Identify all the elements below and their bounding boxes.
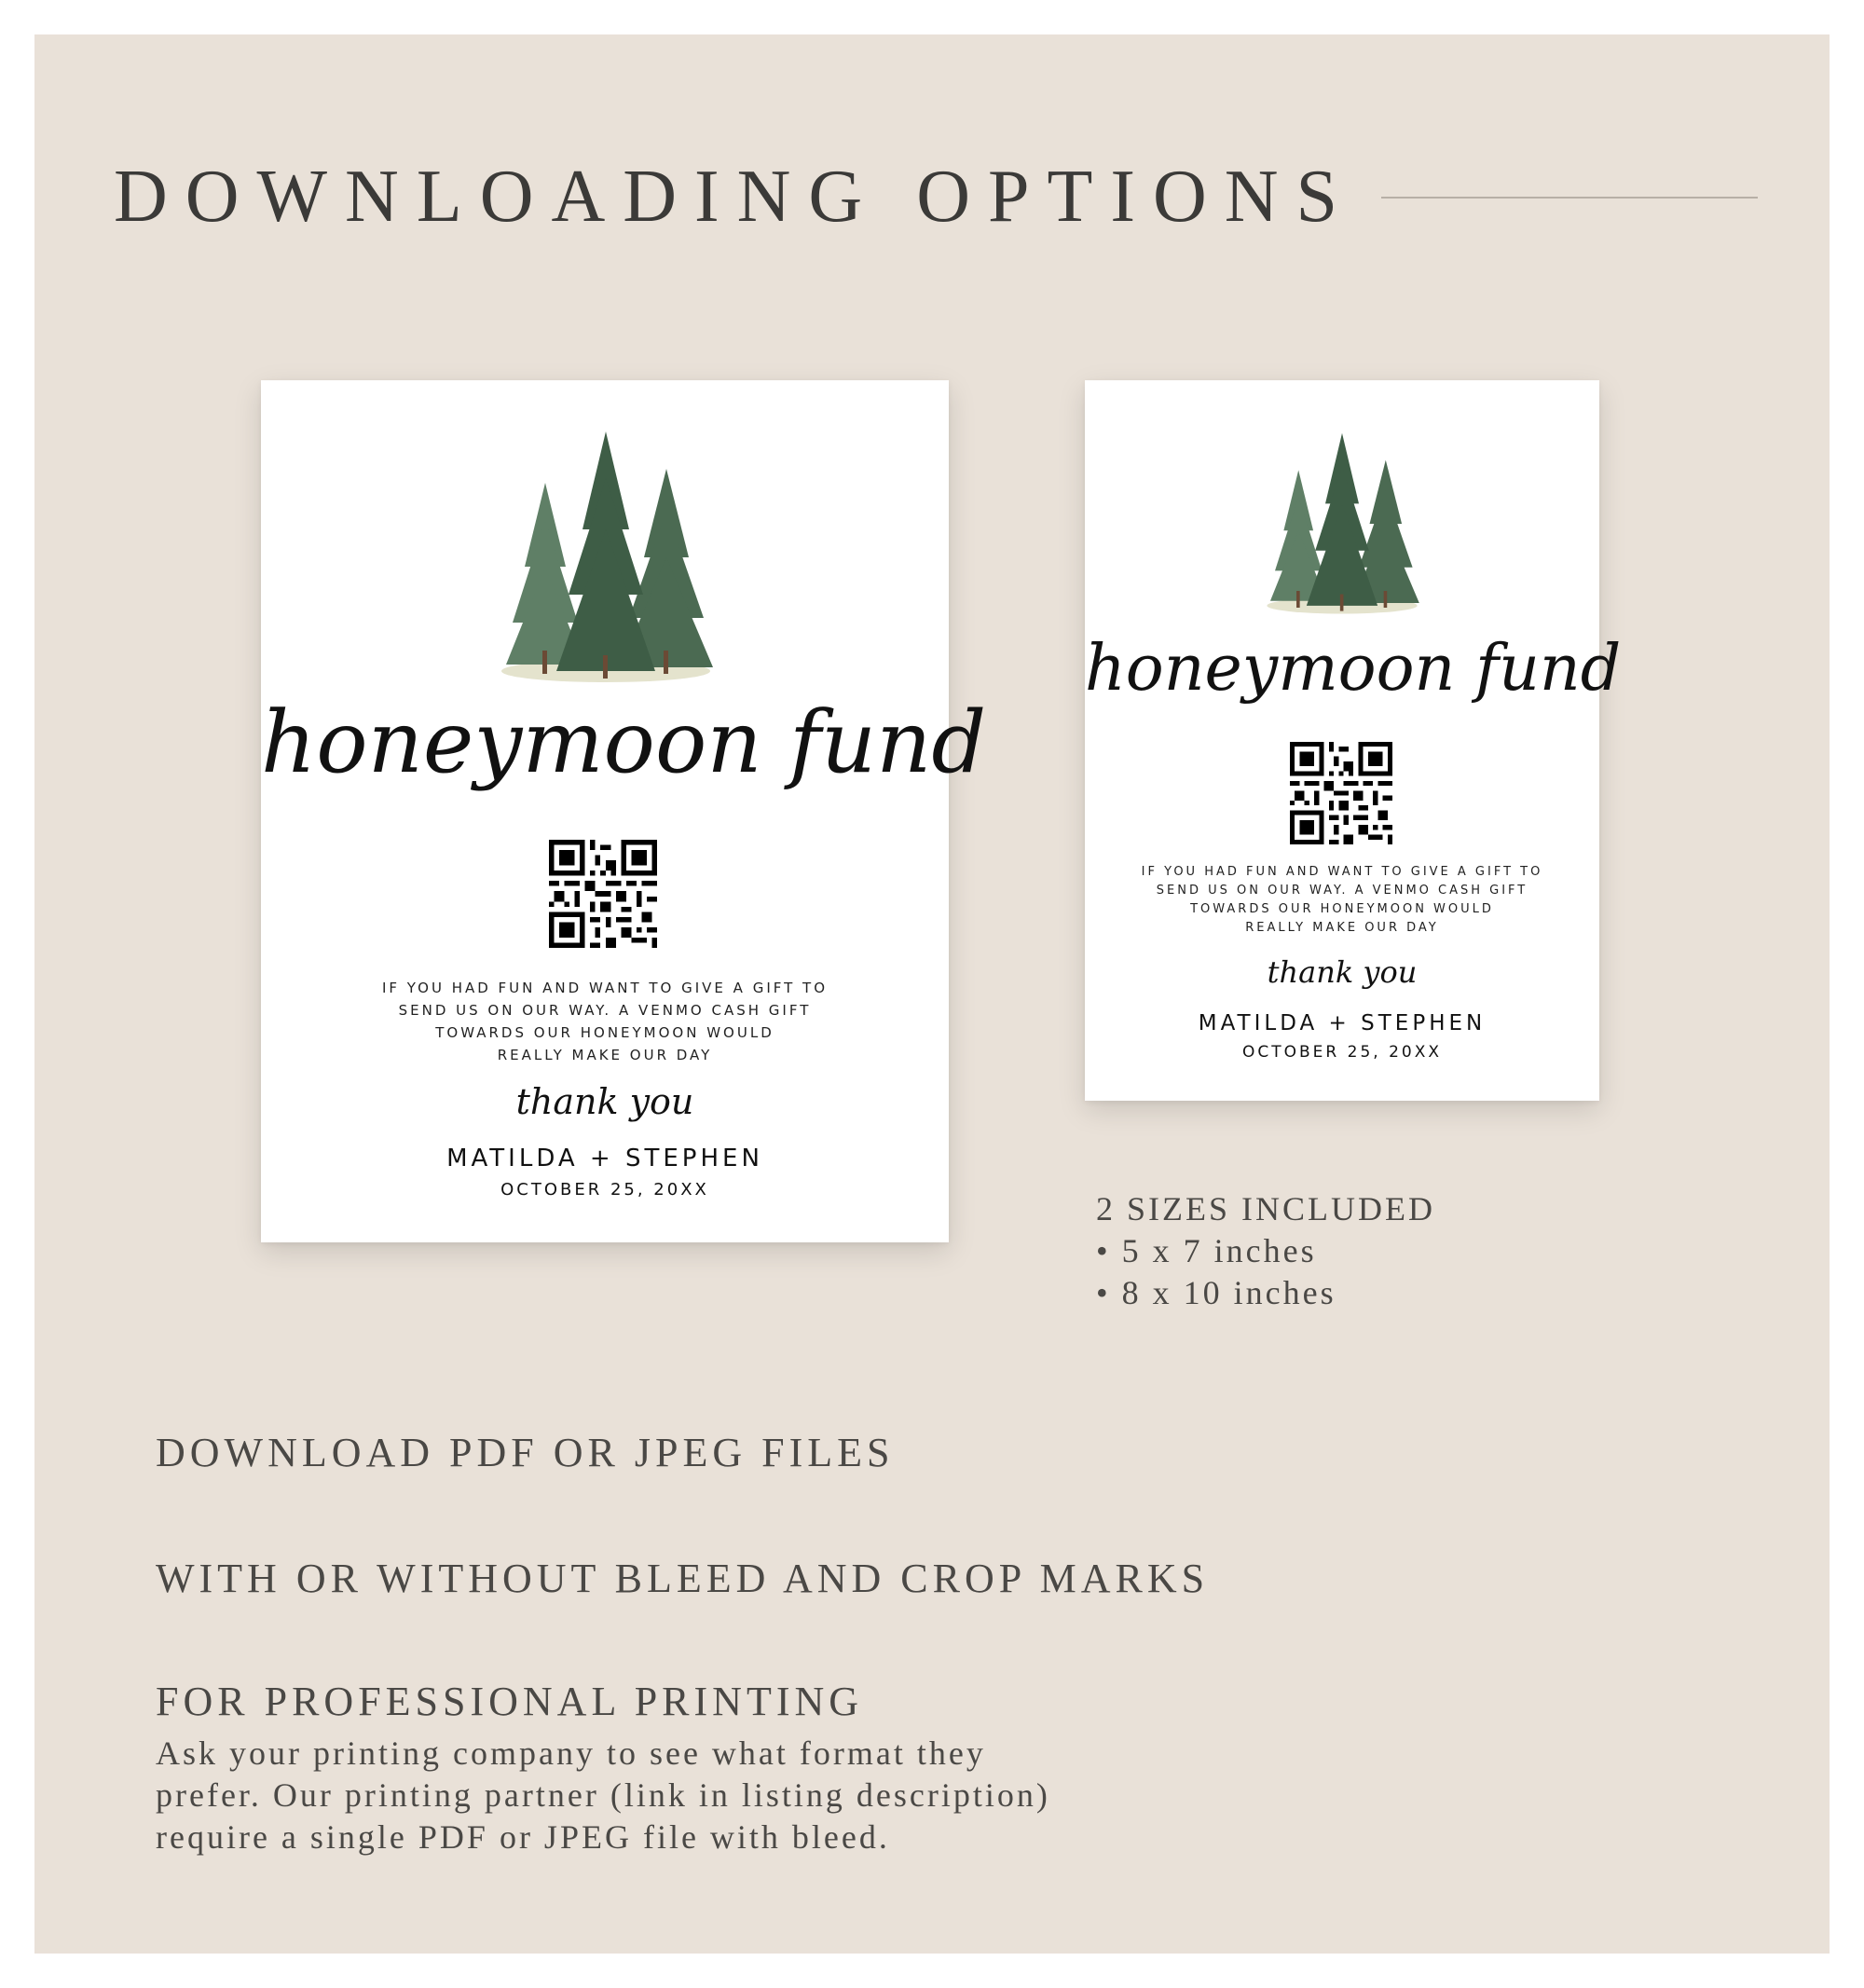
message-line: REALLY MAKE OUR DAY <box>1245 921 1439 935</box>
message-line: SEND US ON OUR WAY. A VENMO CASH GIFT <box>398 1002 812 1019</box>
description-line: require a single PDF or JPEG file with bleed. <box>156 1818 890 1856</box>
sizes-list <box>1096 1188 1435 1314</box>
professional-printing-heading: FOR PROFESSIONAL PRINTING <box>156 1679 864 1724</box>
small-card-preview <box>1085 380 1622 1101</box>
description-line: Ask your printing company to see what format they <box>156 1734 986 1772</box>
size-item: • 5 x 7 inches <box>1096 1232 1317 1269</box>
sizes-heading: 2 SIZES INCLUDED <box>1096 1190 1435 1227</box>
bleed-heading: WITH OR WITHOUT BLEED AND CROP MARKS <box>156 1556 1210 1601</box>
description-line: prefer. Our printing partner (link in listing description) <box>156 1776 1050 1814</box>
message-line: SEND US ON OUR WAY. A VENMO CASH GIFT <box>1156 884 1528 898</box>
message-line: IF YOU HAD FUN AND WANT TO GIVE A GIFT TO <box>1141 865 1543 879</box>
message-line: TOWARDS OUR HONEYMOON WOULD <box>435 1024 774 1041</box>
page-heading: DOWNLOADING OPTIONS <box>114 156 1356 238</box>
card-message <box>261 977 949 1066</box>
heading-rule <box>1381 197 1758 199</box>
couple-names: MATILDA + STEPHEN <box>1198 1011 1487 1035</box>
couple-names: MATILDA + STEPHEN <box>446 1145 763 1172</box>
message-line: TOWARDS OUR HONEYMOON WOULD <box>1190 902 1494 916</box>
message-line: REALLY MAKE OUR DAY <box>497 1047 713 1063</box>
download-format-heading: DOWNLOAD PDF OR JPEG FILES <box>156 1430 895 1475</box>
message-line: IF YOU HAD FUN AND WANT TO GIVE A GIFT TO <box>381 980 829 996</box>
thank-you-script: thank you <box>515 1081 694 1122</box>
pine-trees-icon <box>489 427 722 688</box>
printing-description <box>156 1733 1050 1858</box>
thank-you-script: thank you <box>1267 954 1418 990</box>
large-card-preview <box>261 380 987 1242</box>
size-item: • 8 x 10 inches <box>1096 1274 1336 1311</box>
event-date: OCTOBER 25, 20XX <box>1242 1043 1442 1062</box>
event-date: OCTOBER 25, 20XX <box>500 1180 709 1200</box>
card-message <box>1085 863 1599 938</box>
card-title: honeymoon fund <box>261 692 987 792</box>
pine-trees-icon <box>1258 427 1426 621</box>
card-title: honeymoon fund <box>1085 632 1622 706</box>
qr-code-icon <box>549 840 657 948</box>
qr-code-icon <box>1290 742 1392 844</box>
